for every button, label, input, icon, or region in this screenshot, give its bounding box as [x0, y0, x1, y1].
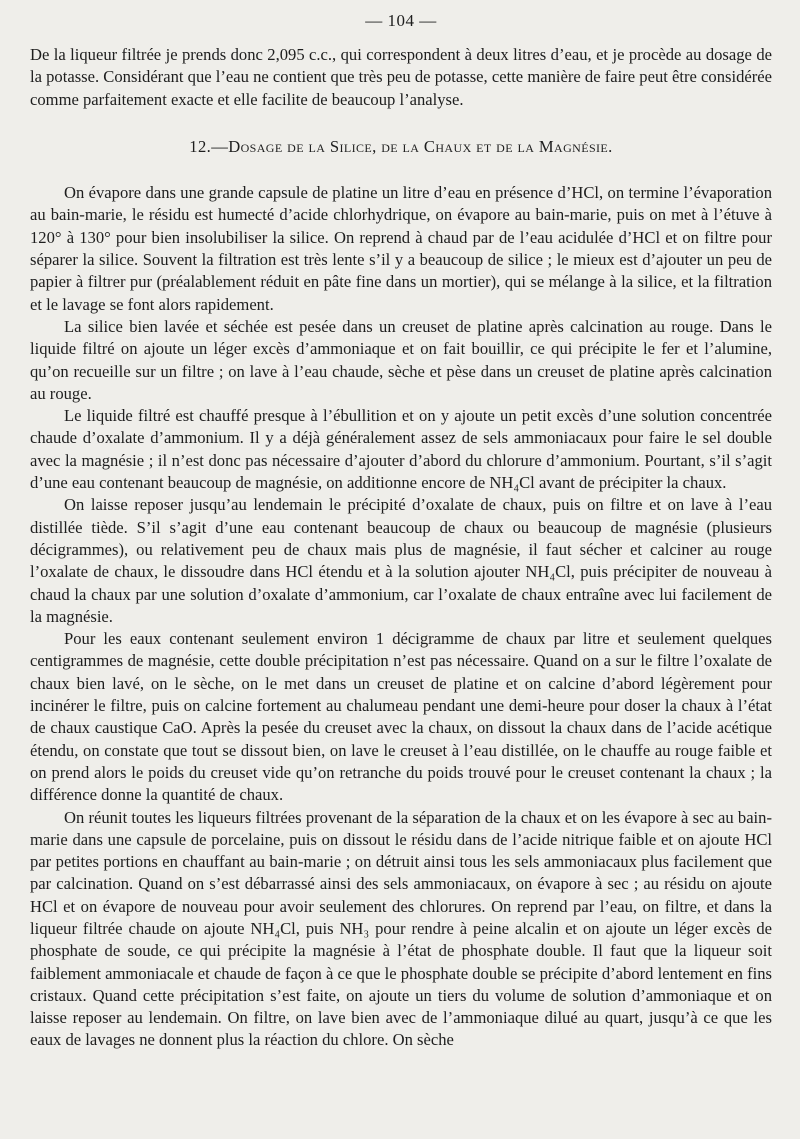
section-heading — [30, 136, 772, 158]
paragraph-double-precipitation: On laisse reposer jusqu’au lendemain le précipité d’oxalate de chaux, puis on filtre et on lave à l’eau distillée tiède. S’il s’agit d’une eau contenant beaucoup de chaux ou beaucoup de magnésie (plusieurs décigrammes), ou relativement peu de chaux mais plus de magnésie, il faut sécher et calciner au rouge l’oxalate de chaux, le dissoudre dans HCl étendu et à la solution ajouter NH₄Cl, puis précipiter de nouveau à chaud la chaux par une solution d’oxalate d’ammonium, car l’oxalate de chaux entraîne avec lui facilement de la magnésie. — [30, 495, 772, 626]
paragraph-oxalate-precipitation: Le liquide filtré est chauffé presque à l’ébullition et on y ajoute un petit excès d’une solution concentrée chaude d’oxalate d’ammonium. Il y a déjà généralement assez de sels ammoniacaux pour faire le sel double avec la magnésie ; il n’est donc pas nécessaire d’ajouter d’abord du chlorure d’ammonium. Pourtant, s’il s’agit d’une eau contenant beaucoup de magnésie, on additionne encore de NH₄Cl avant de précipiter la chaux. — [30, 406, 772, 493]
section-title: Dosage de la Silice, de la Chaux et de la Magnésie. — [228, 136, 613, 156]
section-number: 12.— — [189, 136, 229, 156]
paragraph-silica-weighing: La silice bien lavée et séchée est pesée dans un creuset de platine après calcination au rouge. Dans le liquide filtré on ajoute un léger excès d’ammoniaque et on fait bouillir, ce qui précipite le fer et l’alumine, qu’on recueille sur un filtre ; on lave à l’eau chaude, sèche et pèse dans un creuset de platine après calcination au rouge. — [30, 316, 772, 403]
paragraph-magnesia-dosage: On réunit toutes les liqueurs filtrées provenant de la séparation de la chaux et on les évapore à sec au bain-marie dans une capsule de porcelaine, puis on dissout le résidu dans de l’acide nitrique faible et on ajoute HCl par petites portions en chauffant au bain-marie ; on détruit ainsi tous les sels ammoniacaux plus facilement que par calcination. Quand on s’est débarrassé ainsi des sels ammoniacaux, on évapore à sec ; au résidu on ajoute HCl et on évapore de nouveau pour avoir seulement des chlorures. On reprend par l’eau, on filtre, et dans la liqueur filtrée chaude on ajoute NH₄Cl, puis NH₃ pour rendre à peine alcalin et on ajoute un léger excès de phosphate de soude, ce qui précipite la magnésie à l’état de phosphate double. Il faut que la liqueur soit faiblement ammoniacale et chaude de façon à ce que le phosphate double se précipite d’abord lentement en fins cristaux. Quand cette précipitation s’est faite, on ajoute un tiers du volume de solution d’ammoniaque et on laisse reposer au lendemain. On filtre, on lave bien avec de l’ammoniaque dilué au quart, jusqu’à ce que les eaux de lavages ne donnent plus la réaction du chlore. On sèche — [30, 807, 772, 1050]
page-number: — 104 — — [365, 11, 437, 30]
paragraph-lime-dosage: Pour les eaux contenant seulement environ 1 décigramme de chaux par litre et seulement quelques centigrammes de magnésie, cette double précipitation n’est pas nécessaire. Quand on a sur le filtre l’oxalate de chaux bien lavé, on le sèche, on le met dans un creuset de platine et on calcine d’abord légèrement pour incinérer le filtre, puis on calcine fortement au chalumeau pendant une demi-heure pour doser la chaux à l’état de chaux caustique CaO. Après la pesée du creuset avec la chaux, on dissout la chaux dans de l’acide acétique étendu, on constate que tout se dissout bien, on lave le creuset à l’eau distillée, on le chauffe au rouge faible et on prend alors le poids du creuset vide qu’on retranche du poids trouvé pour le creuset contenant la chaux ; la différence donne la quantité de chaux. — [30, 629, 772, 805]
intro-paragraph: De la liqueur filtrée je prends donc 2,095 c.c., qui correspondent à deux litres d’eau, et je procède au dosage de la potasse. Considérant que l’eau ne contient que très peu de potasse, cette manière de faire peut être considérée comme parfaitement exacte et elle facilite de beaucoup l’analyse. — [30, 45, 772, 109]
paragraph-evaporation: On évapore dans une grande capsule de platine un litre d’eau en présence d’HCl, on termine l’évaporation au bain-marie, le résidu est humecté d’acide chlorhydrique, on évapore au bain-marie, puis on met à l’étuve à 120° à 130° pour bien insolubiliser la silice. On reprend à chaud par de l’eau acidulée d’HCl et on filtre pour séparer la silice. Souvent la filtration est très lente s’il y a beaucoup de silice ; le mieux est d’ajouter un peu de papier à filtrer pur (préalablement réduit en pâte fine dans un mortier), qui se mélange à la silice, et la filtration et le lavage se font alors rapidement. — [30, 183, 772, 314]
